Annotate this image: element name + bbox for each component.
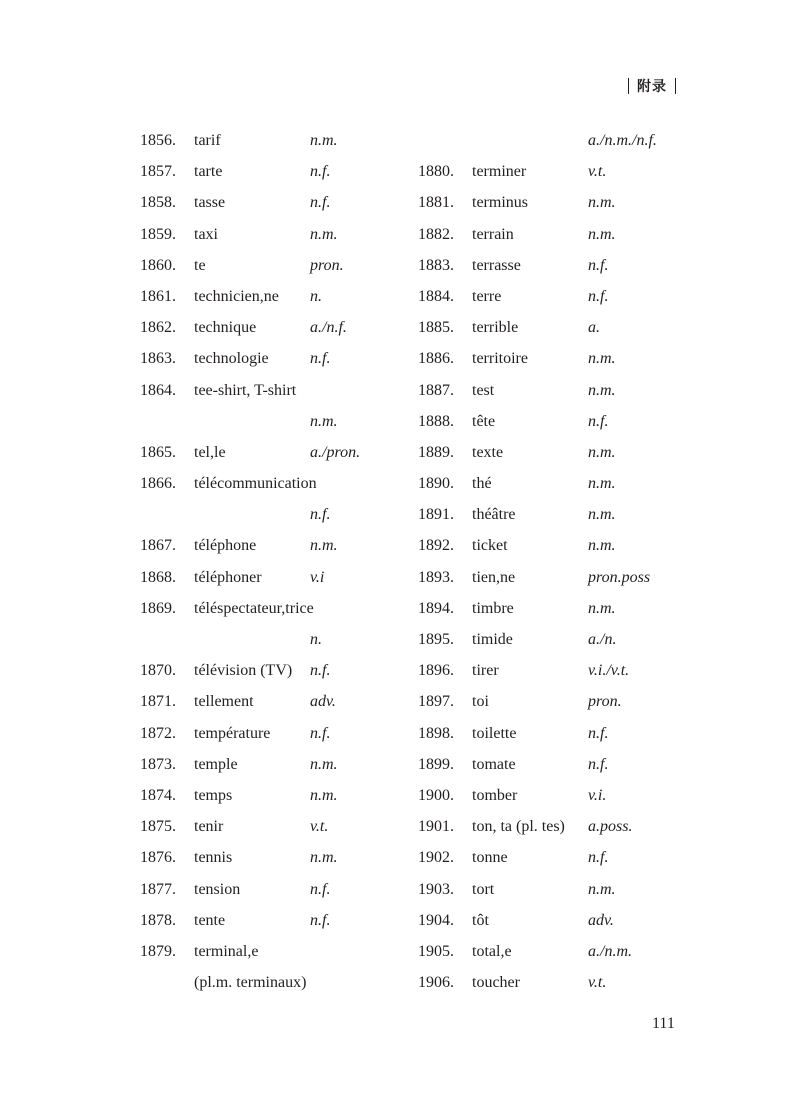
entry-part-of-speech: n.f. — [588, 849, 609, 867]
entry-word: téléphoner — [194, 568, 262, 586]
entry-number: 1904. — [418, 911, 454, 929]
entry-word: téléphone — [194, 537, 257, 555]
entry-number: 1878. — [140, 911, 176, 929]
vocabulary-entry — [140, 130, 410, 161]
entry-part-of-speech: n.m. — [310, 849, 338, 867]
entry-part-of-speech: n.m. — [310, 537, 338, 555]
entry-part-of-speech: n.f. — [588, 256, 609, 274]
vocabulary-entry — [140, 411, 410, 442]
entry-word: terminus — [472, 194, 528, 212]
entry-word: taxi — [194, 225, 218, 243]
entry-part-of-speech: n.m. — [588, 599, 616, 617]
entry-number: 1899. — [418, 755, 454, 773]
entry-word: temps — [194, 786, 233, 804]
entry-word: texte — [472, 443, 504, 461]
vocabulary-entry — [418, 910, 680, 941]
entry-part-of-speech: n.f. — [310, 911, 331, 929]
entry-word: tellement — [194, 693, 254, 711]
vocabulary-entry — [418, 598, 680, 629]
entry-number: 1870. — [140, 662, 176, 680]
entry-part-of-speech: adv. — [310, 693, 336, 711]
entry-part-of-speech: n.m. — [588, 194, 616, 212]
entry-part-of-speech: n.f. — [310, 724, 331, 742]
entry-word: tasse — [194, 194, 226, 212]
entry-word: ticket — [472, 537, 508, 555]
entry-word: température — [194, 724, 271, 742]
header-title: 附录 — [637, 79, 667, 95]
entry-word: timide — [472, 631, 513, 648]
vocabulary-entry — [140, 785, 410, 816]
entry-number: 1890. — [418, 475, 454, 493]
entry-part-of-speech: n.m. — [588, 381, 616, 399]
entry-number: 1867. — [140, 537, 176, 555]
vocabulary-entry — [140, 567, 410, 598]
entry-number: 1900. — [418, 786, 454, 804]
entry-part-of-speech: a./pron. — [310, 443, 361, 461]
entry-number: 1873. — [140, 755, 176, 773]
entry-word: tarif — [194, 132, 221, 149]
vocabulary-entry — [140, 691, 410, 722]
entry-word: toilette — [472, 724, 517, 742]
entry-number: 1869. — [140, 599, 176, 617]
entry-part-of-speech: n.f. — [588, 755, 609, 773]
vocabulary-entry — [418, 972, 680, 1003]
entry-number: 1875. — [140, 818, 176, 836]
entry-word: tente — [194, 911, 226, 929]
entry-number: 1893. — [418, 568, 454, 586]
vocabulary-entry — [140, 723, 410, 754]
vocabulary-entry — [140, 192, 410, 223]
entry-word: total,e — [472, 942, 512, 960]
entry-word: tel,le — [194, 443, 226, 461]
entry-number: 1884. — [418, 287, 454, 305]
vocabulary-entry — [418, 161, 680, 192]
entry-number: 1880. — [418, 163, 454, 181]
entry-word: technicien,ne — [194, 287, 279, 305]
entry-part-of-speech: n.f. — [588, 724, 609, 742]
entry-word: tennis — [194, 849, 233, 867]
vocabulary-entry — [140, 754, 410, 785]
page-number: 111 — [652, 1015, 675, 1032]
entry-part-of-speech: n.m. — [310, 225, 338, 243]
vocabulary-entry — [140, 972, 410, 1003]
entry-number: 1888. — [418, 412, 454, 430]
entry-number: 1903. — [418, 880, 454, 898]
vocabulary-entry — [418, 130, 680, 161]
vocabulary-entry — [418, 567, 680, 598]
vocabulary-column-left — [140, 130, 410, 1003]
vocabulary-entry — [418, 879, 680, 910]
vocabulary-entry — [418, 255, 680, 286]
entry-word: tort — [472, 880, 495, 898]
entry-word: terre — [472, 287, 502, 305]
vocabulary-entry — [418, 473, 680, 504]
vocabulary-entry — [418, 723, 680, 754]
entry-number: 1877. — [140, 880, 176, 898]
vocabulary-entry — [418, 629, 680, 660]
vocabulary-entry — [418, 317, 680, 348]
entry-part-of-speech: n.m. — [588, 443, 616, 461]
entry-number: 1886. — [418, 350, 454, 368]
entry-word: thé — [472, 475, 492, 493]
vocabulary-entry — [418, 348, 680, 379]
vocabulary-entry — [140, 473, 410, 504]
vocabulary-entry — [140, 879, 410, 910]
entry-number: 1876. — [140, 849, 176, 867]
entry-word: toi — [472, 693, 489, 711]
entry-word: technologie — [194, 350, 269, 368]
entry-number: 1881. — [418, 194, 454, 212]
entry-number: 1865. — [140, 443, 176, 461]
vocabulary-entry — [140, 910, 410, 941]
entry-part-of-speech: n.f. — [588, 287, 609, 305]
entry-word: tête — [472, 412, 496, 430]
entry-number: 1887. — [418, 381, 454, 399]
entry-part-of-speech: n.m. — [310, 786, 338, 804]
entry-part-of-speech: n.f. — [310, 163, 331, 181]
entry-word: temple — [194, 755, 238, 773]
entry-number: 1898. — [418, 724, 454, 742]
entry-part-of-speech: n.f. — [310, 880, 331, 898]
vocabulary-entry — [418, 380, 680, 411]
vocabulary-column-right — [418, 130, 680, 1003]
vocabulary-entry — [140, 380, 410, 411]
entry-word: télécommunication — [194, 475, 317, 493]
entry-word: tomate — [472, 755, 516, 773]
entry-part-of-speech: n.m. — [588, 537, 616, 555]
entry-part-of-speech: a./n.f. — [310, 319, 347, 337]
entry-word: tarte — [194, 163, 223, 181]
entry-part-of-speech: n.f. — [588, 412, 609, 430]
entry-word: tonne — [472, 849, 508, 867]
entry-number: 1892. — [418, 537, 454, 555]
entry-part-of-speech: n.m. — [588, 350, 616, 368]
entry-number: 1895. — [418, 631, 454, 648]
entry-part-of-speech: v.i — [310, 568, 325, 586]
vocabulary-entry — [418, 785, 680, 816]
entry-word: toucher — [472, 974, 520, 992]
entry-word: ton, ta (pl. tes) — [472, 818, 565, 836]
vocabulary-entry — [418, 224, 680, 255]
entry-number: 1879. — [140, 942, 176, 960]
entry-number: 1906. — [418, 974, 454, 992]
vocabulary-entry — [140, 941, 410, 972]
entry-number: 1868. — [140, 568, 176, 586]
vocabulary-entry — [140, 816, 410, 847]
vocabulary-entry — [140, 255, 410, 286]
entry-part-of-speech: n.m. — [310, 412, 338, 430]
entry-word: technique — [194, 319, 257, 337]
entry-number: 1885. — [418, 319, 454, 337]
vocabulary-entry — [418, 847, 680, 878]
entry-part-of-speech: pron. — [310, 256, 344, 274]
vocabulary-entry — [418, 442, 680, 473]
entry-number: 1864. — [140, 381, 176, 399]
entry-word: téléspectateur,trice — [194, 599, 314, 617]
entry-word: terminer — [472, 163, 527, 181]
entry-part-of-speech: n.f. — [310, 350, 331, 368]
entry-part-of-speech: v.i. — [588, 786, 607, 804]
entry-part-of-speech: n.f. — [310, 506, 331, 524]
vocabulary-entry — [140, 629, 410, 660]
entry-number: 1862. — [140, 319, 176, 337]
vocabulary-entry — [418, 192, 680, 223]
entry-part-of-speech: a./n.m./n.f. — [588, 132, 657, 149]
entry-part-of-speech: a./n.m. — [588, 942, 632, 960]
entry-number: 1856. — [140, 132, 176, 149]
vocabulary-entry — [418, 504, 680, 535]
entry-number: 1858. — [140, 194, 176, 212]
vocabulary-entry — [140, 535, 410, 566]
entry-word: tien,ne — [472, 568, 516, 586]
vocabulary-entry — [418, 535, 680, 566]
entry-part-of-speech: adv. — [588, 911, 614, 929]
entry-number: 1866. — [140, 475, 176, 493]
entry-part-of-speech: v.i./v.t. — [588, 662, 630, 680]
vocabulary-entry — [140, 286, 410, 317]
entry-number: 1894. — [418, 599, 454, 617]
entry-part-of-speech: n. — [310, 287, 322, 305]
entry-number: 1897. — [418, 693, 454, 711]
entry-word: tenir — [194, 818, 224, 836]
entry-number: 1871. — [140, 693, 176, 711]
entry-number: 1901. — [418, 818, 454, 836]
entry-number: 1905. — [418, 942, 454, 960]
entry-number: 1891. — [418, 506, 454, 524]
entry-word: tomber — [472, 786, 518, 804]
entry-word: théâtre — [472, 506, 516, 524]
entry-number: 1896. — [418, 662, 454, 680]
entry-number: 1861. — [140, 287, 176, 305]
vocabulary-entry — [140, 348, 410, 379]
vocabulary-entry — [418, 660, 680, 691]
entry-part-of-speech: n.m. — [588, 225, 616, 243]
entry-word: (pl.m. terminaux) — [194, 974, 307, 992]
entry-word: test — [472, 381, 495, 399]
entry-part-of-speech: n.m. — [588, 880, 616, 898]
running-header — [628, 76, 676, 96]
vocabulary-entry — [140, 317, 410, 348]
vocabulary-entry — [418, 754, 680, 785]
vocabulary-entry — [140, 660, 410, 691]
entry-part-of-speech: n.f. — [310, 662, 331, 680]
entry-word: tirer — [472, 662, 499, 680]
entry-part-of-speech: v.t. — [588, 163, 607, 181]
entry-part-of-speech: n.m. — [588, 475, 616, 493]
vocabulary-entry — [140, 504, 410, 535]
entry-part-of-speech: v.t. — [588, 974, 607, 992]
entry-word: terrain — [472, 225, 514, 243]
entry-part-of-speech: n.m. — [310, 132, 338, 149]
vocabulary-entry — [140, 442, 410, 473]
header-divider-left — [628, 78, 629, 94]
entry-part-of-speech: a./n. — [588, 631, 617, 648]
entry-part-of-speech: pron.poss — [588, 568, 651, 586]
entry-number: 1860. — [140, 256, 176, 274]
entry-part-of-speech: n.m. — [588, 506, 616, 524]
entry-part-of-speech: n.m. — [310, 755, 338, 773]
vocabulary-entry — [418, 691, 680, 722]
entry-number: 1882. — [418, 225, 454, 243]
entry-number: 1874. — [140, 786, 176, 804]
entry-word: tension — [194, 880, 241, 898]
header-divider-right — [675, 78, 676, 94]
entry-word: télévision (TV) — [194, 662, 293, 680]
vocabulary-entry — [418, 941, 680, 972]
entry-word: terrasse — [472, 256, 521, 274]
entry-part-of-speech: v.t. — [310, 818, 329, 836]
entry-number: 1857. — [140, 163, 176, 181]
vocabulary-entry — [140, 161, 410, 192]
entry-part-of-speech: n.f. — [310, 194, 331, 212]
vocabulary-entry — [140, 224, 410, 255]
entry-word: tôt — [472, 911, 489, 929]
vocabulary-entry — [418, 286, 680, 317]
entry-word: te — [194, 256, 206, 274]
entry-number: 1902. — [418, 849, 454, 867]
entry-part-of-speech: a. — [588, 319, 600, 337]
vocabulary-entry — [418, 411, 680, 442]
entry-word: timbre — [472, 599, 514, 617]
entry-number: 1859. — [140, 225, 176, 243]
entry-number: 1872. — [140, 724, 176, 742]
entry-word: tee-shirt, T-shirt — [194, 381, 297, 399]
vocabulary-entry — [140, 847, 410, 878]
vocabulary-entry — [140, 598, 410, 629]
entry-number: 1889. — [418, 443, 454, 461]
entry-part-of-speech: a.poss. — [588, 818, 633, 836]
entry-part-of-speech: pron. — [588, 693, 622, 711]
vocabulary-entry — [418, 816, 680, 847]
entry-number: 1863. — [140, 350, 176, 368]
entry-part-of-speech: n. — [310, 631, 322, 648]
entry-word: terminal,e — [194, 942, 259, 960]
entry-number: 1883. — [418, 256, 454, 274]
entry-word: terrible — [472, 319, 519, 337]
entry-word: territoire — [472, 350, 528, 368]
